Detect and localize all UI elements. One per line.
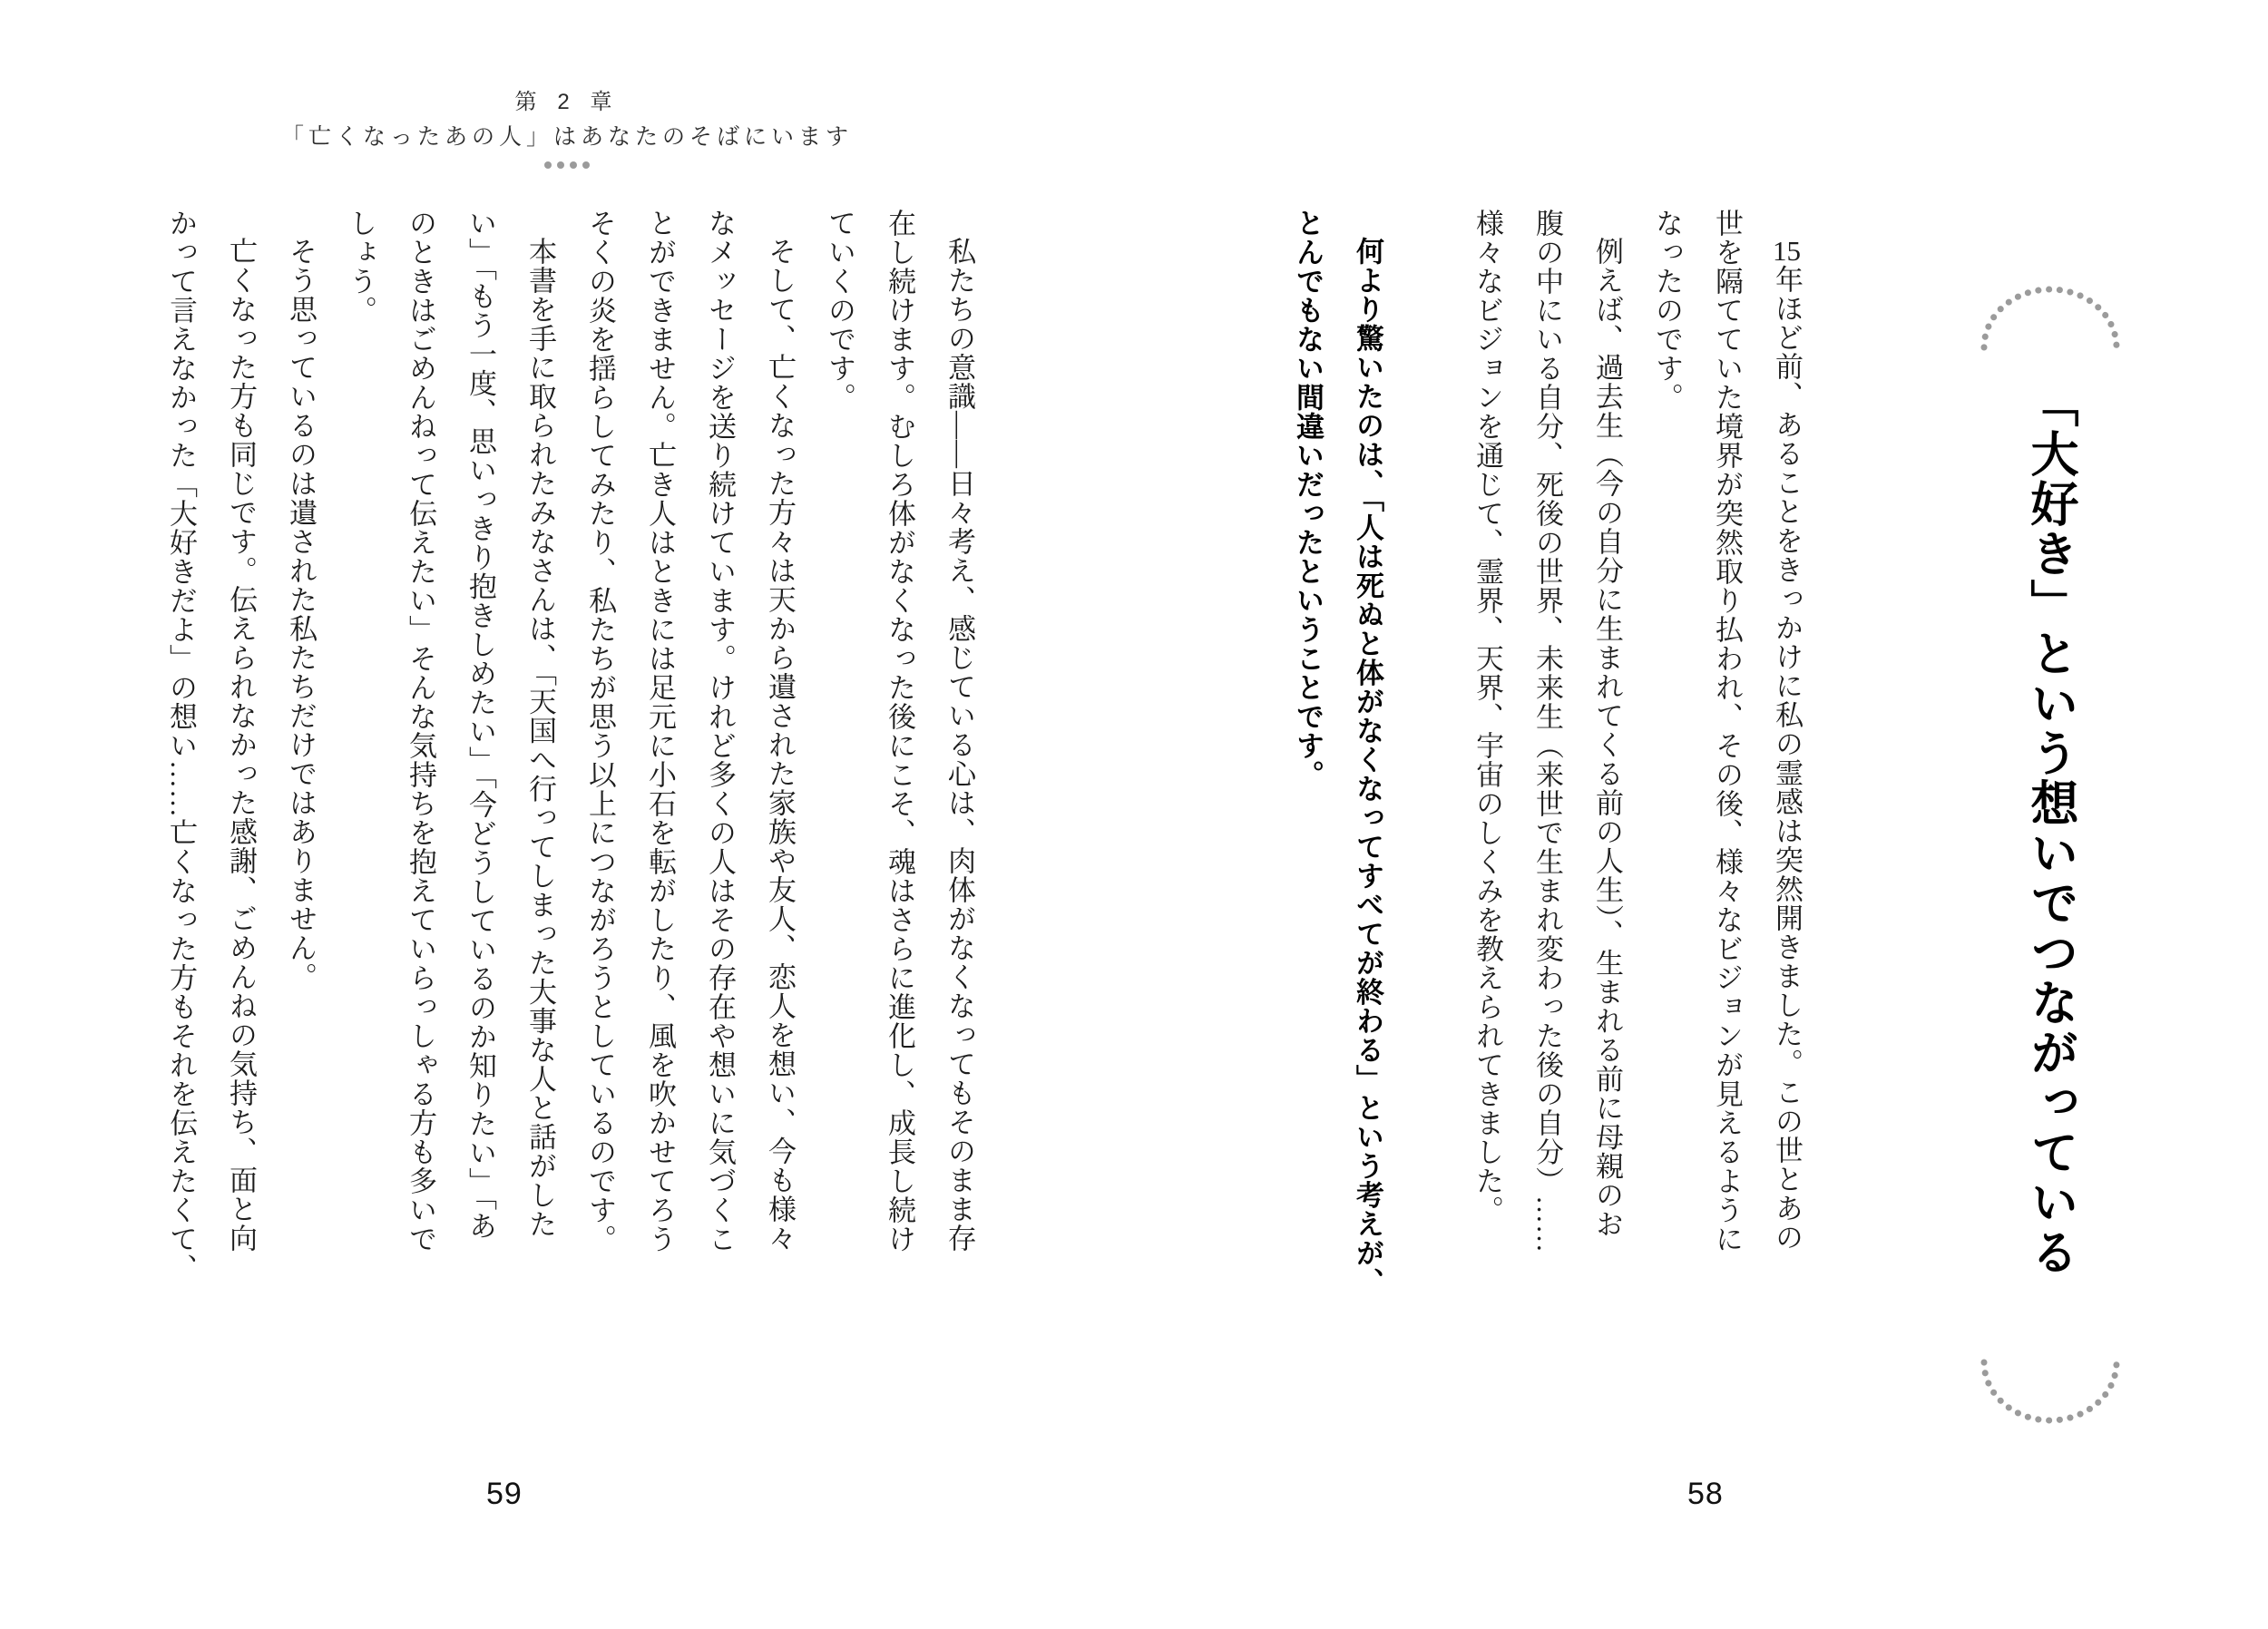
text-column: 本書を手に取られたみなさんは、「天国へ行ってしまった大事な人と話がした [524,237,556,1239]
text-column-emphasis: 何より驚いたのは、「人は死ぬと体がなくなってすべてが終わる」という考えが、 [1352,237,1383,1297]
text-column: 私たちの意識――日々考え、感じている心は、肉体がなくなってもそのまま存 [943,237,975,1253]
page-number: 58 [1687,1477,1724,1511]
text-column: なったのです。 [1651,209,1683,412]
text-column: のときはごめんねって伝えたい」そんな気持ちを抱えていらっしゃる方も多いで [405,209,436,1253]
decorative-dotted-arc-top [1978,275,2123,356]
text-column: しょう。 [345,209,376,325]
text-column: 在し続けます。むしろ体がなくなった後にこそ、魂はさらに進化し、成長し続け [884,209,915,1253]
decorative-dotted-arc-bottom [1978,1353,2123,1435]
text-column: とができません。亡き人はときには足元に小石を転がしたり、風を吹かせてろう [644,209,676,1253]
dot-icon [570,161,577,169]
text-column: 腹の中にいる自分、死後の世界、未来生（来世で生まれ変わった後の自分）…… [1531,209,1563,1253]
running-head-chapter-number: 第 2 章 [514,90,620,114]
dot-icon [544,161,552,169]
text-column-emphasis: とんでもない間違いだったということです。 [1292,209,1324,789]
chapter-title-heading: 「大好き」という想いでつながっている [2024,379,2077,1277]
header-dots-ornament [0,161,1134,171]
text-column: 世を隔てていた境界が突然取り払われ、その後、様々なビジョンが見えるように [1711,209,1743,1253]
dot-icon [557,161,564,169]
text-column: そう思っているのは遺された私たちだけではありません。 [285,237,317,991]
dot-icon [582,161,590,169]
text-column: ていくのです。 [824,209,855,412]
text-column: そして、亡くなった方々は天から遺された家族や友人、恋人を想い、今も様々 [764,237,796,1253]
text-column: い」「もう一度、思いっきり抱きしめたい」「今どうしているのか知りたい」「あ [464,209,496,1241]
text-column: 15年ほど前、あることをきっかけに私の霊感は突然開きました。この世とあの [1771,237,1803,1252]
text-column: 亡くなった方も同じです。伝えられなかった感謝、ごめんねの気持ち、面と向 [225,237,257,1253]
text-column: なメッセージを送り続けています。けれど多くの人はその存在や想いに気づくこ [704,209,736,1253]
text-column: そくの炎を揺らしてみたり、私たちが思う以上につながろうとしているのです。 [584,209,616,1253]
page-number: 59 [486,1477,523,1511]
page-58-body-text [1277,209,1816,1297]
text-column: かって言えなかった「大好きだよ」の想い……亡くなった方もそれを伝えたくて、 [165,209,197,1283]
text-column: 様々なビジョンを通じて、霊界、天界、宇宙のしくみを教えられてきました。 [1471,209,1503,1224]
running-head-chapter-title: 「亡くなったあの人」はあなたのそばにいます [280,124,853,150]
text-column: 例えば、過去生（今の自分に生まれてくる前の人生）、生まれる前に母親のお [1591,237,1623,1239]
page-59-body-text [151,209,989,1283]
running-head [0,89,1134,171]
